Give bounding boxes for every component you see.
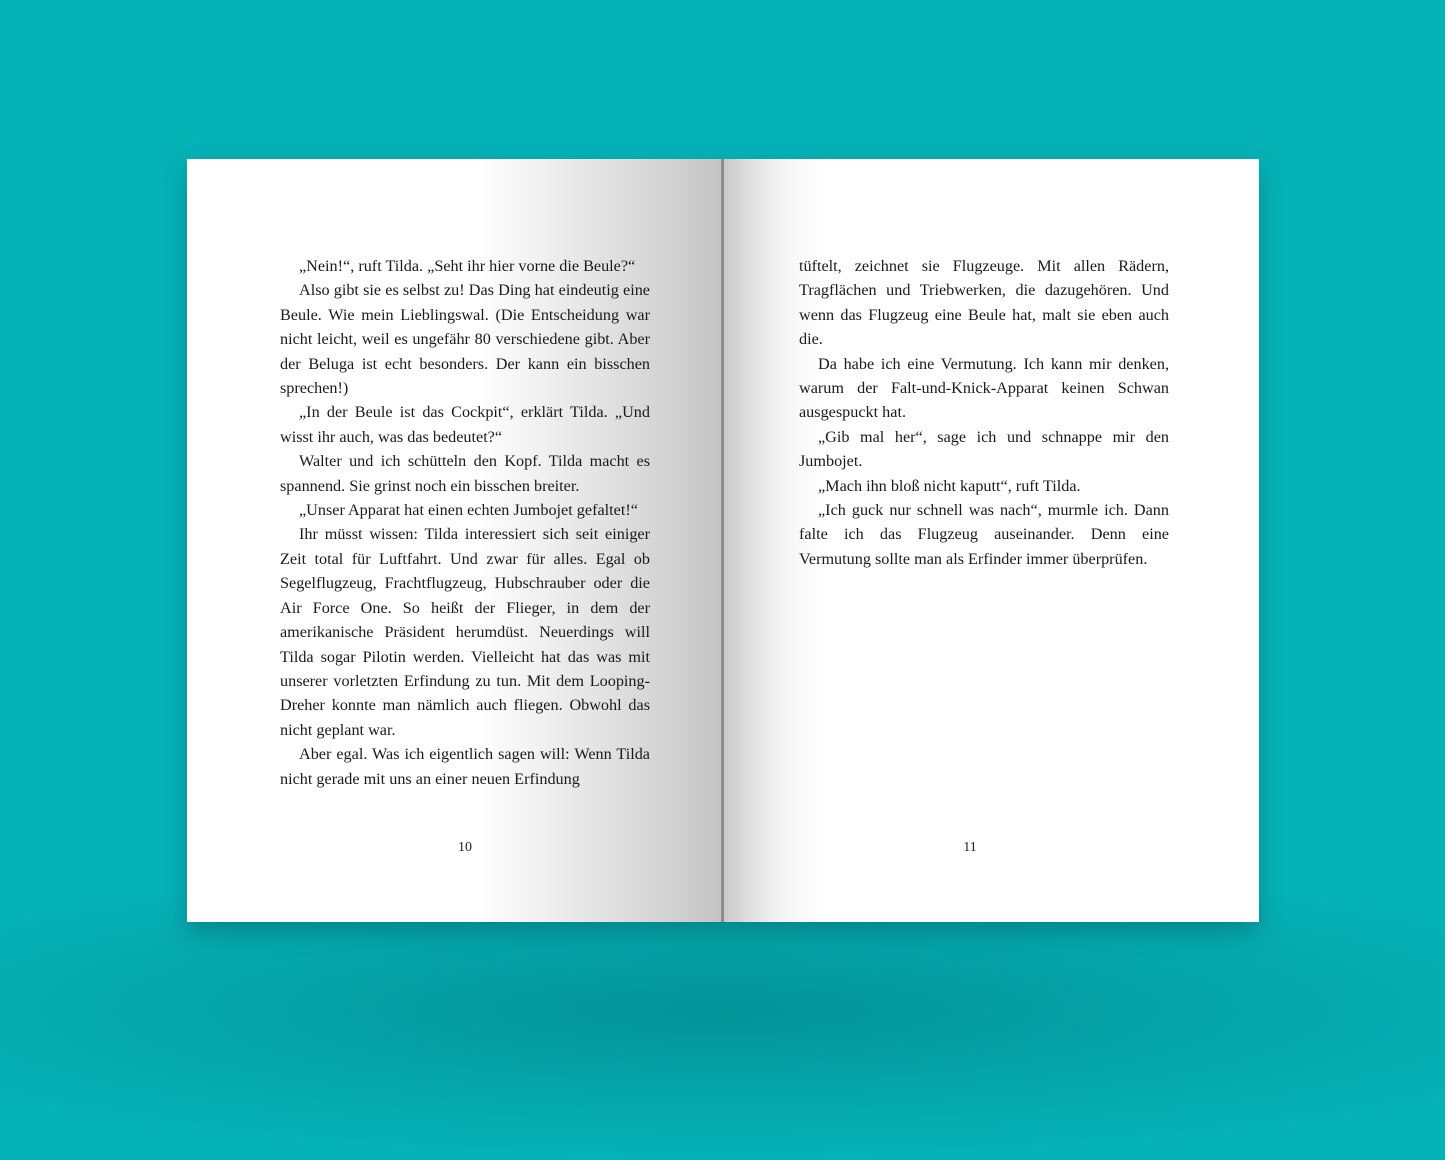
paragraph: Da habe ich eine Vermutung. Ich kann mir denken, warum der Falt-und-Knick-Apparat keinen Schwan ausgespuckt hat.: [799, 354, 1169, 422]
paragraph: „Unser Apparat hat einen echten Jumbojet gefaltet!“: [299, 501, 638, 520]
paragraph: Walter und ich schütteln den Kopf. Tilda macht es spannend. Sie grinst noch ein bisschen breiter.: [280, 452, 650, 495]
paragraph: „Ich guck nur schnell was nach“, murmle ich. Dann falte ich das Flugzeug auseinander. Denn eine Vermutung sollte man als Erfinder immer überprüfen.: [799, 501, 1169, 568]
open-book: [187, 159, 1259, 922]
page-number: 10: [458, 840, 472, 855]
paragraph: Ihr müsst wissen: Tilda interessiert sich seit einiger Zeit total für Luftfahrt. Und zwar für alles. Egal ob Segelflugzeug, Frachtflugzeug, Hubschrauber oder die Air Force One. So heißt der Flieger, in dem der amerikanische Präsident herumdüst. Neuerdings will Tilda sogar Pilotin werden. Vielleicht hat das was mit unserer vorletzten Erfindung zu tun. Mit dem Looping-Dreher konnte man nämlich auch fliegen. Obwohl das nicht geplant war.: [280, 525, 650, 739]
left-page: [187, 159, 722, 922]
paragraph: Also gibt sie es selbst zu! Das Ding hat eindeutig eine Beule. Wie mein Lieblingswal. (Die Entscheidung war nicht leicht, weil es ungefähr 80 verschiedene gibt. Aber der Beluga ist echt besonders. Der kann ein bisschen sprechen!): [280, 281, 650, 398]
paragraph: „Gib mal her“, sage ich und schnappe mir den Jumbojet.: [799, 427, 1169, 471]
page-number: 11: [963, 840, 977, 855]
left-page-text: [280, 254, 650, 791]
right-page-text: [799, 254, 1169, 571]
paragraph: tüftelt, zeichnet sie Flugzeuge. Mit allen Rädern, Tragflächen und Triebwerken, die dazugehören. Und wenn das Flugzeug eine Beule hat, malt sie eben auch die.: [799, 257, 1169, 349]
paragraph: „In der Beule ist das Cockpit“, erklärt Tilda. „Und wisst ihr auch, was das bedeutet?“: [280, 403, 650, 446]
right-page: [724, 159, 1259, 922]
paragraph: Aber egal. Was ich eigentlich sagen will: Wenn Tilda nicht gerade mit uns an einer neuen Erfindung: [280, 745, 650, 788]
paragraph: „Nein!“, ruft Tilda. „Seht ihr hier vorne die Beule?“: [299, 257, 636, 275]
paragraph: „Mach ihn bloß nicht kaputt“, ruft Tilda.: [818, 476, 1081, 495]
